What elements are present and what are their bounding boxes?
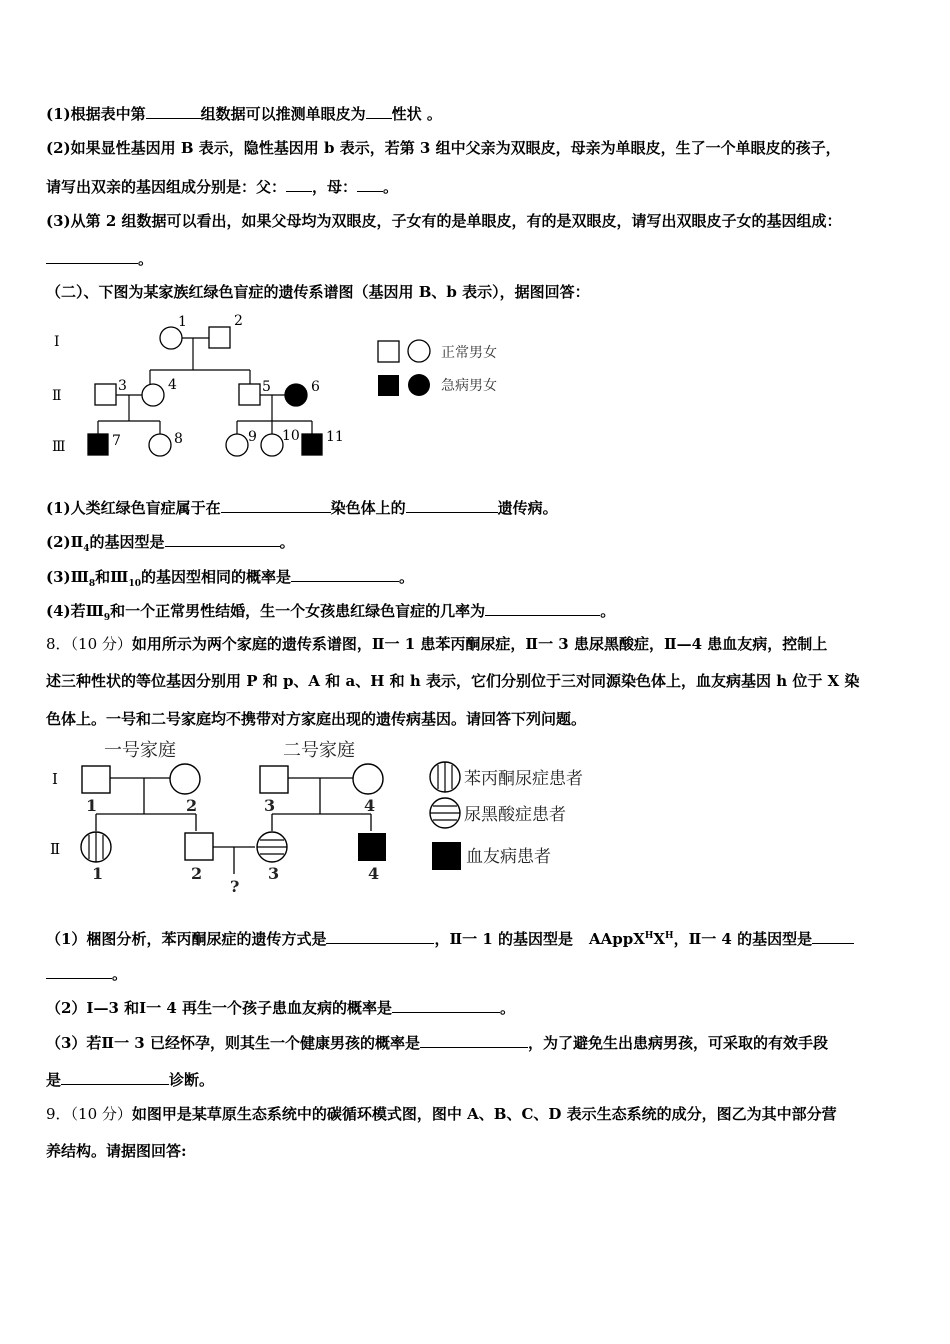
answer-blank[interactable] [146, 103, 201, 119]
pedigree-male-II5 [239, 384, 260, 405]
legend-normal-female-icon [408, 340, 430, 362]
q9-stem-line-1: 9．（10 分）如图甲是某草原生态系统中的碳循环模式图，图中 A、B、C、D 表示生态系统的成分，图乙为其中部分营 [46, 1105, 837, 1123]
q8-stem-line-1: 8．（10 分）如用所示为两个家庭的遗传系谱图，Ⅱ一 1 患苯丙酮尿症，Ⅱ一 3 患尿黑酸症，Ⅱ—4 患血友病，控制上 [46, 635, 828, 653]
pedigree2-hemophilia-male-II4 [358, 833, 386, 861]
q8-answer-2: （2）Ⅰ—3 和Ⅰ一 4 再生一个孩子患血友病的概率是 。 [46, 999, 516, 1017]
legend-affected-female-icon [408, 374, 430, 396]
answer-blank[interactable] [46, 248, 138, 264]
svg-text:3: 3 [268, 864, 280, 883]
family-1-title: 一号家庭 [104, 740, 176, 761]
svg-text:2: 2 [186, 796, 198, 815]
svg-text:5: 5 [262, 379, 271, 395]
q7-s1-question-3-cont: 。 [46, 248, 153, 269]
answer-blank[interactable] [61, 1069, 169, 1085]
pedigree-male-I2 [209, 327, 230, 348]
gen-label: Ⅲ [52, 439, 66, 455]
unknown-child-mark: ? [230, 877, 240, 896]
svg-text:11: 11 [326, 429, 344, 445]
svg-text:7: 7 [112, 433, 121, 449]
answer-blank[interactable] [392, 997, 500, 1013]
answer-blank[interactable] [366, 103, 392, 119]
q7-s2-question-4: (4)若$Ⅲ_9$和一个正常男性结婚，生一个女孩患红绿色盲症的几率为 。 [46, 602, 616, 623]
legend-pku-label: 苯丙酮尿症患者 [464, 769, 583, 789]
q8-answer-3-cont: 是 诊断。 [46, 1071, 215, 1089]
answer-blank[interactable] [420, 1032, 528, 1048]
answer-blank[interactable] [165, 531, 280, 547]
answer-blank[interactable] [406, 497, 498, 513]
q8-answer-3: （3）若Ⅱ一 3 已经怀孕，则其生一个健康男孩的概率是 ，为了避免生出患病男孩，可采取的有效手段 [46, 1034, 828, 1052]
answer-blank[interactable] [485, 600, 600, 616]
legend-alkaptonuria-label: 尿黑酸症患者 [464, 805, 566, 825]
pedigree2-male-I3 [260, 766, 288, 793]
answer-blank[interactable] [812, 928, 854, 944]
q9-stem-line-2: 养结构。请据图回答: [46, 1142, 187, 1160]
q8-answer-1-cont: 。 [46, 963, 127, 984]
svg-text:8: 8 [174, 431, 183, 447]
q7-s2-intro: （二）、下图为某家族红绿色盲症的遗传系谱图（基因用 B、b 表示），据图回答： [46, 283, 590, 301]
q7-s2-question-1: (1)人类红绿色盲症属于在 染色体上的 遗传病。 [46, 499, 558, 517]
pedigree-female-III9 [226, 434, 248, 456]
svg-text:3: 3 [264, 796, 276, 815]
svg-text:1: 1 [178, 314, 187, 330]
answer-blank[interactable] [221, 497, 331, 513]
pedigree2-pku-female-II1 [81, 832, 111, 862]
legend-pku-icon [430, 762, 460, 792]
legend-normal-label: 正常男女 [441, 345, 497, 361]
legend-affected-male-icon [378, 375, 399, 396]
gen-label: Ⅱ [50, 840, 61, 858]
gen-label: Ⅰ [54, 334, 60, 350]
svg-text:4: 4 [368, 864, 380, 883]
svg-text:2: 2 [234, 313, 243, 329]
svg-text:4: 4 [364, 796, 376, 815]
legend-hemophilia-label: 血友病患者 [466, 847, 551, 867]
pedigree-affected-male-III7 [88, 434, 108, 455]
q7-s2-question-2: $(2)Ⅱ_4$的基因型是 。 [46, 533, 295, 554]
pedigree2-female-I4 [353, 764, 383, 794]
pedigree-female-III10 [261, 434, 283, 456]
q8-stem-line-3: 色体上。一号和二号家庭均不携带对方家庭出现的遗传病基因。请回答下列问题。 [46, 710, 587, 728]
svg-text:10: 10 [282, 428, 300, 444]
pedigree-female-II4 [142, 384, 164, 406]
q8-answer-1: （1）梱图分析，苯丙酮尿症的遗传方式是 ，Ⅱ一 1 的基因型是 $AAppX^HX^H$，Ⅱ一 4 的基因型是 [46, 926, 854, 949]
answer-blank[interactable] [326, 928, 434, 944]
pedigree-affected-male-III11 [302, 434, 322, 455]
q7-s2-question-3: $(3)Ⅲ_8$和$Ⅲ_{10}$的基因型相同的概率是 。 [46, 568, 415, 589]
gen-label: Ⅱ [52, 388, 62, 404]
answer-blank[interactable] [357, 176, 383, 192]
legend-affected-label: 急病男女 [441, 378, 497, 394]
legend-alkaptonuria-icon [430, 798, 460, 828]
q8-stem-line-2: 述三种性状的等位基因分别用 P 和 p、A 和 a、H 和 h 表示，它们分别位于三对同源染色体上，血友病基因 h 位于 X 染 [46, 672, 860, 690]
pedigree-affected-female-II6 [285, 384, 307, 406]
answer-blank[interactable] [46, 963, 112, 979]
pedigree2-female-I2 [170, 764, 200, 794]
svg-text:3: 3 [118, 378, 127, 394]
legend-hemophilia-icon [432, 842, 461, 870]
gen-label: Ⅰ [52, 770, 58, 788]
legend-normal-male-icon [378, 341, 399, 362]
svg-text:2: 2 [191, 864, 203, 883]
q7-s1-question-1: (1)根据表中第 组数据可以推测单眼皮为 性状 。 [46, 105, 442, 123]
pedigree-color-blindness [40, 308, 530, 478]
svg-text:1: 1 [92, 864, 104, 883]
q7-s1-question-2: (2)如果显性基因用 B 表示，隐性基因用 b 表示，若第 3 组中父亲为双眼皮，母亲为单眼皮，生了一个单眼皮的孩子， [46, 139, 841, 157]
q7-s1-question-2-cont: 请写出双亲的基因组成分别是：父： ，母： 。 [46, 178, 399, 196]
svg-text:9: 9 [248, 429, 257, 445]
svg-text:6: 6 [311, 379, 320, 395]
svg-text:1: 1 [86, 796, 98, 815]
pedigree2-male-I1 [82, 766, 110, 793]
pedigree2-male-II2 [185, 833, 213, 860]
answer-blank[interactable] [286, 176, 312, 192]
q7-s1-question-3: (3)从第 2 组数据可以看出，如果父母均为双眼皮，子女有的是单眼皮，有的是双眼皮，请写出双眼皮子女的基因组成： [46, 212, 842, 230]
pedigree-female-I1 [160, 327, 182, 349]
family-2-title: 二号家庭 [283, 740, 355, 761]
pedigree-male-II3 [95, 384, 116, 405]
svg-text:4: 4 [168, 377, 177, 393]
pedigree2-alkaptonuria-female-II3 [257, 832, 287, 862]
answer-blank[interactable] [291, 566, 399, 582]
pedigree-female-III8 [149, 434, 171, 456]
pedigree-two-families [46, 734, 606, 900]
